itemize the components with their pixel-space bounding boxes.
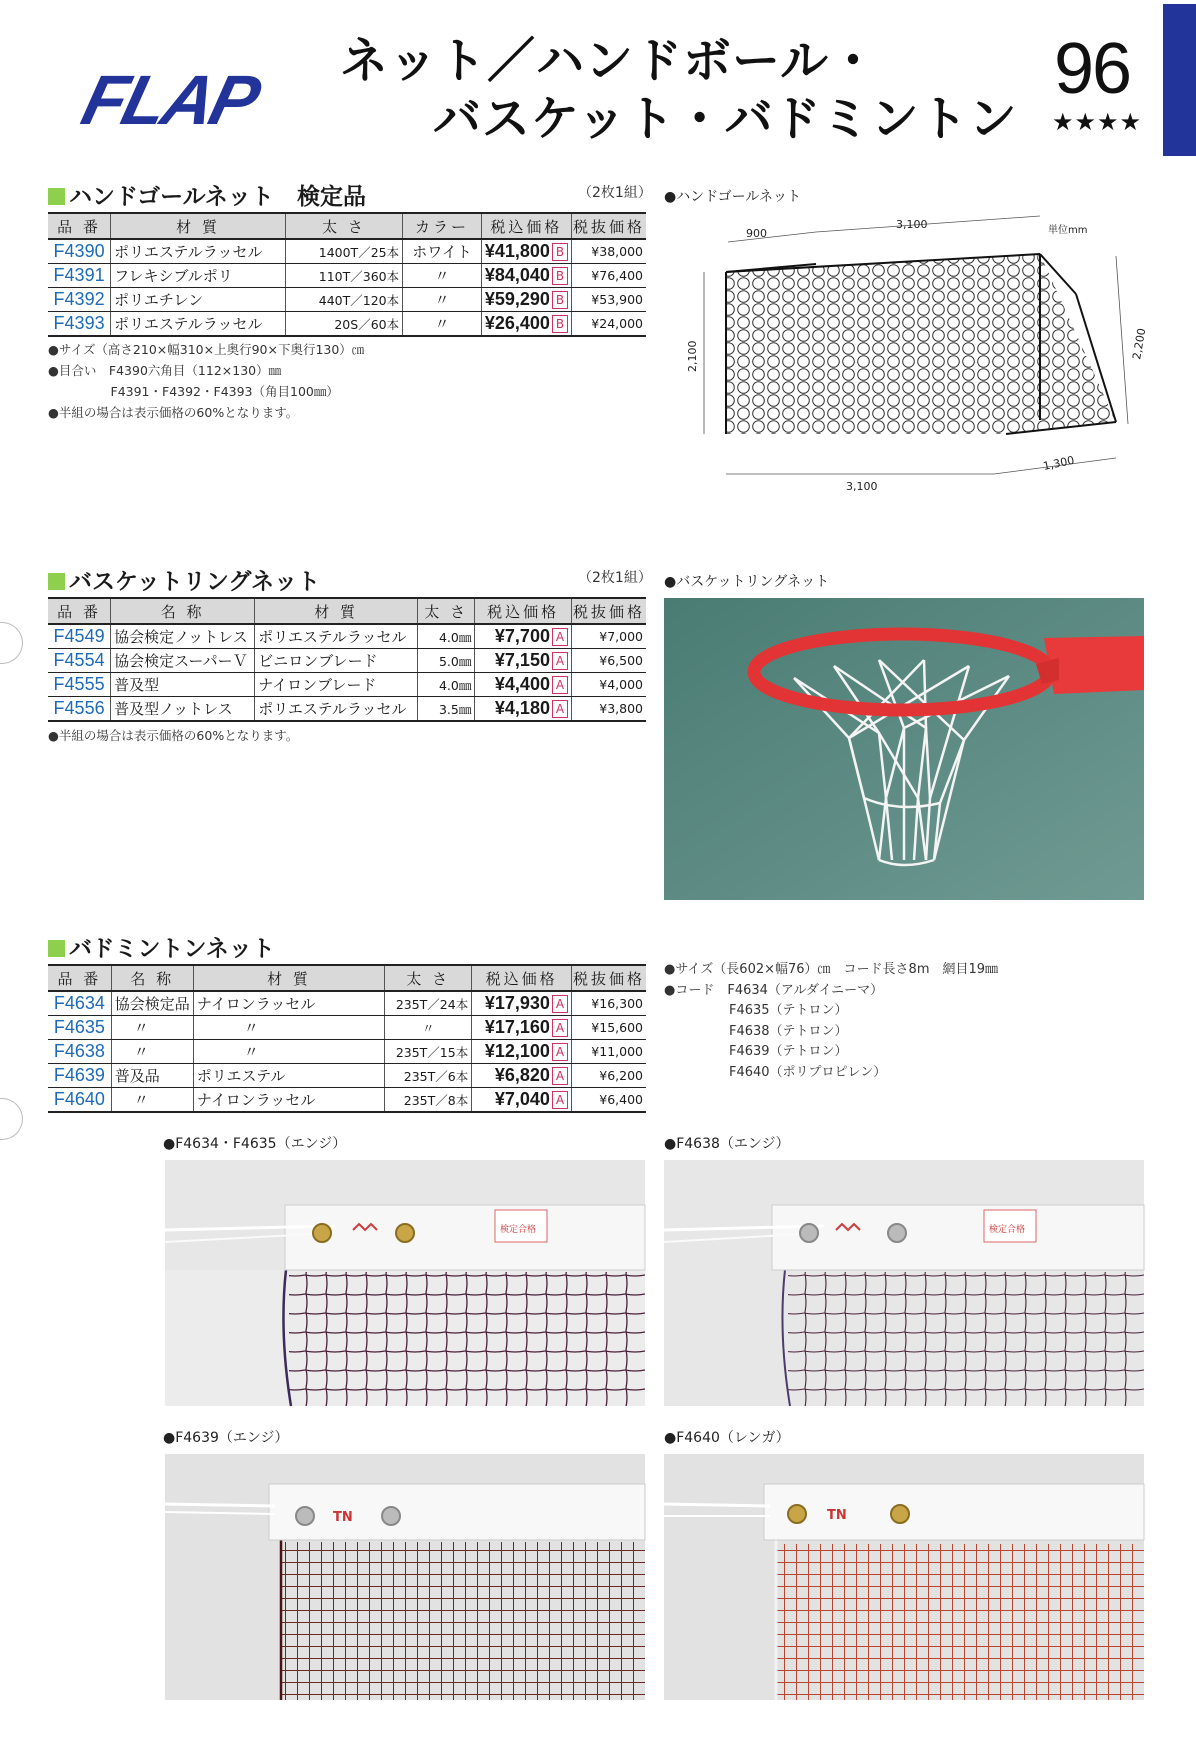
- column-header: 税抜価格: [571, 965, 646, 991]
- price-incl-tax: ¥4,400 A: [475, 673, 572, 697]
- table-row: [48, 1064, 646, 1088]
- price-excl-tax: ¥4,000: [571, 673, 646, 697]
- price-incl-tax: ¥12,100 A: [472, 1040, 572, 1064]
- rank-badge: A: [552, 628, 568, 646]
- thickness: 1400T／25本: [285, 239, 402, 264]
- handball-spec-table: [48, 212, 646, 337]
- product-name: 普及品: [111, 1064, 193, 1088]
- price-excl-tax: ¥3,800: [571, 697, 646, 722]
- note-line: ●サイズ（高さ210×幅310×上奥行90×下奥行130）㎝: [48, 342, 365, 357]
- material: 〃: [193, 1016, 384, 1040]
- dim-height: 2,100: [686, 340, 699, 372]
- table-row: [48, 264, 646, 288]
- color: 〃: [403, 288, 482, 312]
- price-incl-tax: ¥26,400 B: [481, 312, 571, 337]
- thickness: 20S／60本: [285, 312, 402, 337]
- rank-badge: B: [552, 315, 568, 333]
- table-row: [48, 1016, 646, 1040]
- price-excl-tax: ¥6,200: [571, 1064, 646, 1088]
- price-incl-tax: ¥59,290 B: [481, 288, 571, 312]
- column-header: 太 さ: [285, 213, 402, 239]
- thickness: 4.0㎜: [418, 624, 475, 649]
- table-row: [48, 649, 646, 673]
- note-line: ●半組の場合は表示価格の60%となります。: [48, 405, 299, 420]
- column-header: 税抜価格: [571, 598, 646, 624]
- unit-label: 単位mm: [1048, 225, 1088, 236]
- table-header-row: [48, 598, 646, 624]
- basket-ring-photo: [664, 598, 1144, 900]
- rank-badge: A: [552, 700, 568, 718]
- rank-badge: A: [552, 995, 568, 1013]
- badminton-spec-notes: [664, 960, 998, 1083]
- material: 〃: [193, 1040, 384, 1064]
- binder-hole: [0, 622, 23, 664]
- certification-label: 検定合格: [989, 1225, 1026, 1235]
- column-header: 材 質: [111, 213, 286, 239]
- column-header: 名 称: [111, 598, 255, 624]
- page-title-line-2: バスケット・バドミントン: [433, 91, 1018, 147]
- column-header: 品 番: [48, 213, 111, 239]
- product-code: F4635: [48, 1016, 111, 1040]
- table-row: [48, 991, 646, 1016]
- badminton-net-photo-f4640: [664, 1454, 1144, 1700]
- section-marker-icon: [48, 940, 65, 957]
- price-excl-tax: ¥24,000: [571, 312, 646, 337]
- column-header: 名 称: [111, 965, 193, 991]
- rank-badge: A: [552, 1067, 568, 1085]
- price-excl-tax: ¥16,300: [571, 991, 646, 1016]
- basket-set-note: （2枚1組）: [578, 570, 652, 586]
- maker-label: TN: [333, 1510, 353, 1525]
- material: フレキシブルポリ: [111, 264, 286, 288]
- product-code: F4393: [48, 312, 111, 337]
- product-code: F4640: [48, 1088, 111, 1113]
- product-code: F4634: [48, 991, 111, 1016]
- table-row: [48, 624, 646, 649]
- note-line: ●サイズ（長602×幅76）㎝ コード長さ8m 網目19㎜: [664, 962, 999, 977]
- brand-text: FLAP: [74, 61, 265, 140]
- photo-caption: ●F4634・F4635（エンジ）: [163, 1136, 347, 1152]
- maker-label: TN: [827, 1508, 847, 1523]
- basket-photo-caption: ●バスケットリングネット: [664, 574, 830, 590]
- price-incl-tax: ¥84,040 B: [481, 264, 571, 288]
- product-code: F4556: [48, 697, 111, 722]
- price-incl-tax: ¥17,160 A: [472, 1016, 572, 1040]
- basket-spec-table: [48, 597, 646, 722]
- price-excl-tax: ¥7,000: [571, 624, 646, 649]
- handball-section-title: ハンドゴールネット 検定品: [48, 178, 366, 211]
- rank-badge: A: [552, 1091, 568, 1109]
- material: ナイロンラッセル: [193, 991, 384, 1016]
- table-row: [48, 288, 646, 312]
- thickness: 3.5㎜: [418, 697, 475, 722]
- note-line: F4638（テトロン）: [664, 1023, 848, 1039]
- price-excl-tax: ¥6,500: [571, 649, 646, 673]
- note-line: ●目合い F4390六角目（112×130）㎜: [48, 363, 282, 378]
- photo-caption: ●F4639（エンジ）: [163, 1430, 289, 1446]
- section-marker-icon: [48, 188, 65, 205]
- product-code: F4639: [48, 1064, 111, 1088]
- material: ポリエステルラッセル: [255, 697, 418, 722]
- handball-subtitle: 検定品: [296, 184, 366, 210]
- product-code: F4554: [48, 649, 111, 673]
- product-code: F4392: [48, 288, 111, 312]
- rank-badge: A: [552, 1043, 568, 1061]
- note-line: F4640（ポリプロピレン）: [664, 1064, 887, 1080]
- rank-badge: A: [552, 676, 568, 694]
- table-row: [48, 312, 646, 337]
- note-line: F4635（テトロン）: [664, 1003, 848, 1018]
- product-name: 〃: [111, 1040, 193, 1064]
- table-row: [48, 1088, 646, 1113]
- badminton-net-photo-f4639: [165, 1454, 645, 1700]
- product-name: 普及型ノットレス: [111, 697, 255, 722]
- column-header: 太 さ: [418, 598, 475, 624]
- product-name: 〃: [111, 1088, 193, 1113]
- table-header-row: [48, 213, 646, 239]
- dim-bottom-width: 3,100: [846, 480, 878, 493]
- product-name: 協会検定品: [111, 991, 193, 1016]
- product-name: 協会検定ノットレス: [111, 624, 255, 649]
- basket-note: ●半組の場合は表示価格の60%となります。: [48, 728, 299, 743]
- section-marker-icon: [48, 573, 65, 590]
- price-excl-tax: ¥11,000: [571, 1040, 646, 1064]
- column-header: 品 番: [48, 965, 111, 991]
- badminton-net-photo-f4638: [664, 1160, 1144, 1406]
- handball-goal-diagram: [676, 212, 1149, 502]
- product-code: F4390: [48, 239, 111, 264]
- page-index-tab: [1163, 4, 1196, 156]
- rank-badge: A: [552, 652, 568, 670]
- table-header-row: [48, 965, 646, 991]
- price-incl-tax: ¥41,800 B: [481, 239, 571, 264]
- material: ポリエチレン: [111, 288, 286, 312]
- color: 〃: [403, 264, 482, 288]
- thickness: 235T／15本: [385, 1040, 472, 1064]
- thickness: 235T／24本: [385, 991, 472, 1016]
- thickness: 5.0㎜: [418, 649, 475, 673]
- note-line: ●コード F4634（アルダイニーマ）: [664, 982, 884, 998]
- goal-diagram-caption: ●ハンドゴールネット: [664, 189, 801, 205]
- certification-label: 検定合格: [500, 1225, 537, 1235]
- badminton-spec-table: [48, 964, 646, 1113]
- page-title-line-1: ネット／ハンドボール・: [340, 33, 879, 89]
- rating-stars: ★★★★: [1052, 108, 1143, 136]
- price-incl-tax: ¥6,820 A: [472, 1064, 572, 1088]
- thickness: 235T／6本: [385, 1064, 472, 1088]
- column-header: 材 質: [193, 965, 384, 991]
- price-incl-tax: ¥7,700 A: [475, 624, 572, 649]
- column-header: 太 さ: [385, 965, 472, 991]
- binder-hole: [0, 1098, 23, 1140]
- material: ポリエステルラッセル: [111, 239, 286, 264]
- dim-side-height: 2,200: [1130, 327, 1149, 361]
- price-excl-tax: ¥76,400: [571, 264, 646, 288]
- price-excl-tax: ¥6,400: [571, 1088, 646, 1113]
- note-line: F4639（テトロン）: [664, 1044, 848, 1059]
- badminton-net-photo-f4634: [165, 1160, 645, 1406]
- material: ポリエステル: [193, 1064, 384, 1088]
- material: ポリエステルラッセル: [255, 624, 418, 649]
- basket-section-title: バスケットリングネット: [48, 563, 320, 596]
- product-code: F4555: [48, 673, 111, 697]
- product-name: 〃: [111, 1016, 193, 1040]
- badminton-section-title: バドミントンネット: [48, 930, 275, 963]
- column-header: 税込価格: [472, 965, 572, 991]
- photo-caption: ●F4640（レンガ）: [664, 1430, 790, 1446]
- material: ポリエステルラッセル: [111, 312, 286, 337]
- rank-badge: A: [552, 1019, 568, 1037]
- rank-badge: B: [552, 291, 568, 309]
- page-number: 96: [1054, 29, 1131, 109]
- goal-net: [726, 254, 1116, 434]
- dim-top-width: 3,100: [896, 218, 928, 231]
- product-code: F4549: [48, 624, 111, 649]
- material: ナイロンラッセル: [193, 1088, 384, 1113]
- handball-notes: [48, 339, 364, 423]
- material: ビニロンブレード: [255, 649, 418, 673]
- thickness: 235T／8本: [385, 1088, 472, 1113]
- price-incl-tax: ¥7,040 A: [472, 1088, 572, 1113]
- table-row: [48, 673, 646, 697]
- price-incl-tax: ¥7,150 A: [475, 649, 572, 673]
- price-incl-tax: ¥17,930 A: [472, 991, 572, 1016]
- product-name: 普及型: [111, 673, 255, 697]
- product-code: F4391: [48, 264, 111, 288]
- thickness: 〃: [385, 1016, 472, 1040]
- dim-top-depth: 900: [746, 227, 767, 240]
- product-name: 協会検定スーパーＶ: [111, 649, 255, 673]
- dim-bottom-depth: 1,300: [1041, 453, 1076, 473]
- column-header: 税抜価格: [571, 213, 646, 239]
- thickness: 440T／120本: [285, 288, 402, 312]
- column-header: 材 質: [255, 598, 418, 624]
- column-header: 税込価格: [481, 213, 571, 239]
- product-code: F4638: [48, 1040, 111, 1064]
- color: ホワイト: [403, 239, 482, 264]
- flap-logo: [72, 62, 300, 140]
- price-excl-tax: ¥15,600: [571, 1016, 646, 1040]
- column-header: 税込価格: [475, 598, 572, 624]
- table-row: [48, 697, 646, 722]
- note-line: F4391・F4392・F4393（角目100㎜）: [48, 384, 339, 399]
- price-excl-tax: ¥53,900: [571, 288, 646, 312]
- photo-caption: ●F4638（エンジ）: [664, 1136, 790, 1152]
- thickness: 4.0㎜: [418, 673, 475, 697]
- column-header: カラー: [403, 213, 482, 239]
- table-row: [48, 239, 646, 264]
- rank-badge: B: [552, 243, 568, 261]
- price-excl-tax: ¥38,000: [571, 239, 646, 264]
- material: ナイロンブレード: [255, 673, 418, 697]
- thickness: 110T／360本: [285, 264, 402, 288]
- color: 〃: [403, 312, 482, 337]
- column-header: 品 番: [48, 598, 111, 624]
- price-incl-tax: ¥4,180 A: [475, 697, 572, 722]
- rank-badge: B: [552, 267, 568, 285]
- handball-set-note: （2枚1組）: [578, 185, 652, 201]
- table-row: [48, 1040, 646, 1064]
